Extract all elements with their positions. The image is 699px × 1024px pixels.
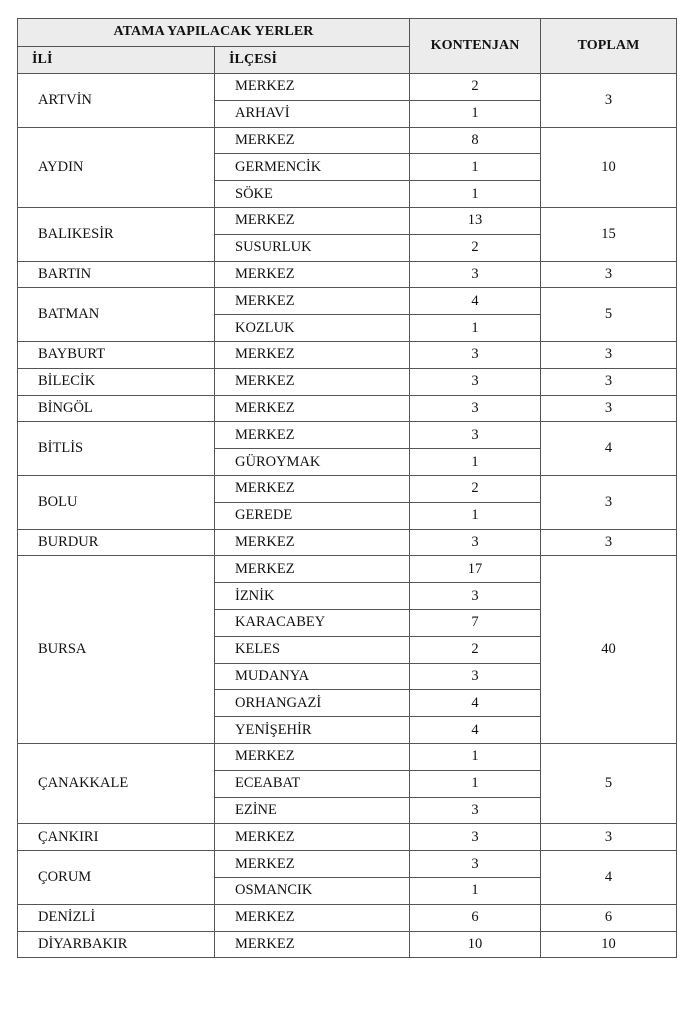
district-cell: GERMENCİK bbox=[215, 154, 410, 181]
district-cell: MERKEZ bbox=[215, 851, 410, 878]
province-cell: BİNGÖL bbox=[18, 395, 215, 422]
province-cell: BATMAN bbox=[18, 288, 215, 342]
quota-cell: 1 bbox=[410, 315, 541, 342]
table-row bbox=[18, 851, 677, 878]
total-cell: 3 bbox=[541, 395, 677, 422]
district-cell: MERKEZ bbox=[215, 904, 410, 931]
table-row bbox=[18, 904, 677, 931]
province-cell: DENİZLİ bbox=[18, 904, 215, 931]
table-row bbox=[18, 422, 677, 449]
table-row bbox=[18, 368, 677, 395]
total-cell: 40 bbox=[541, 556, 677, 744]
header-ilce: İLÇESİ bbox=[215, 46, 410, 74]
total-cell: 6 bbox=[541, 904, 677, 931]
district-cell: MERKEZ bbox=[215, 261, 410, 288]
total-cell: 3 bbox=[541, 824, 677, 851]
province-cell: BURDUR bbox=[18, 529, 215, 556]
district-cell: YENİŞEHİR bbox=[215, 717, 410, 744]
total-cell: 10 bbox=[541, 127, 677, 207]
district-cell: GÜROYMAK bbox=[215, 449, 410, 476]
district-cell: MERKEZ bbox=[215, 743, 410, 770]
district-cell: OSMANCIK bbox=[215, 877, 410, 904]
province-cell: BOLU bbox=[18, 475, 215, 529]
district-cell: ORHANGAZİ bbox=[215, 690, 410, 717]
table-row bbox=[18, 207, 677, 234]
district-cell: GEREDE bbox=[215, 502, 410, 529]
district-cell: MERKEZ bbox=[215, 207, 410, 234]
table-header bbox=[18, 19, 677, 74]
table-body bbox=[18, 74, 677, 958]
district-cell: MERKEZ bbox=[215, 288, 410, 315]
district-cell: ARHAVİ bbox=[215, 100, 410, 127]
quota-cell: 3 bbox=[410, 663, 541, 690]
district-cell: SUSURLUK bbox=[215, 234, 410, 261]
total-cell: 4 bbox=[541, 851, 677, 905]
district-cell: MERKEZ bbox=[215, 824, 410, 851]
quota-cell: 1 bbox=[410, 449, 541, 476]
province-cell: BALIKESİR bbox=[18, 207, 215, 261]
quota-cell: 3 bbox=[410, 395, 541, 422]
quota-cell: 1 bbox=[410, 770, 541, 797]
table-row bbox=[18, 743, 677, 770]
province-cell: ÇANKIRI bbox=[18, 824, 215, 851]
table-row bbox=[18, 529, 677, 556]
district-cell: SÖKE bbox=[215, 181, 410, 208]
total-cell: 3 bbox=[541, 74, 677, 128]
header-row-top bbox=[18, 19, 677, 47]
quota-cell: 3 bbox=[410, 261, 541, 288]
table-row bbox=[18, 395, 677, 422]
district-cell: MUDANYA bbox=[215, 663, 410, 690]
total-cell: 5 bbox=[541, 743, 677, 823]
province-cell: BİTLİS bbox=[18, 422, 215, 476]
district-cell: KOZLUK bbox=[215, 315, 410, 342]
total-cell: 10 bbox=[541, 931, 677, 958]
quota-cell: 1 bbox=[410, 877, 541, 904]
district-cell: KELES bbox=[215, 636, 410, 663]
district-cell: İZNİK bbox=[215, 583, 410, 610]
district-cell: MERKEZ bbox=[215, 341, 410, 368]
district-cell: MERKEZ bbox=[215, 556, 410, 583]
quota-cell: 13 bbox=[410, 207, 541, 234]
province-cell: ÇANAKKALE bbox=[18, 743, 215, 823]
total-cell: 15 bbox=[541, 207, 677, 261]
district-cell: MERKEZ bbox=[215, 475, 410, 502]
quota-cell: 3 bbox=[410, 529, 541, 556]
table-row bbox=[18, 475, 677, 502]
district-cell: MERKEZ bbox=[215, 368, 410, 395]
quota-cell: 8 bbox=[410, 127, 541, 154]
table-row bbox=[18, 288, 677, 315]
district-cell: MERKEZ bbox=[215, 931, 410, 958]
quota-cell: 4 bbox=[410, 288, 541, 315]
province-cell: BARTIN bbox=[18, 261, 215, 288]
table-row bbox=[18, 931, 677, 958]
quota-cell: 2 bbox=[410, 74, 541, 101]
quota-cell: 2 bbox=[410, 475, 541, 502]
header-kontenjan: KONTENJAN bbox=[410, 19, 541, 74]
quota-cell: 4 bbox=[410, 690, 541, 717]
district-cell: MERKEZ bbox=[215, 74, 410, 101]
total-cell: 3 bbox=[541, 475, 677, 529]
district-cell: ECEABAT bbox=[215, 770, 410, 797]
district-cell: MERKEZ bbox=[215, 395, 410, 422]
quota-cell: 3 bbox=[410, 422, 541, 449]
total-cell: 3 bbox=[541, 341, 677, 368]
quota-cell: 10 bbox=[410, 931, 541, 958]
quota-cell: 3 bbox=[410, 824, 541, 851]
quota-cell: 3 bbox=[410, 341, 541, 368]
district-cell: MERKEZ bbox=[215, 529, 410, 556]
quota-cell: 3 bbox=[410, 368, 541, 395]
assignment-table bbox=[17, 18, 677, 958]
header-group-title: ATAMA YAPILACAK YERLER bbox=[18, 19, 410, 47]
district-cell: KARACABEY bbox=[215, 609, 410, 636]
table-row bbox=[18, 341, 677, 368]
header-toplam: TOPLAM bbox=[541, 19, 677, 74]
quota-cell: 3 bbox=[410, 583, 541, 610]
quota-cell: 1 bbox=[410, 502, 541, 529]
district-cell: MERKEZ bbox=[215, 422, 410, 449]
quota-cell: 1 bbox=[410, 100, 541, 127]
province-cell: BİLECİK bbox=[18, 368, 215, 395]
total-cell: 3 bbox=[541, 529, 677, 556]
table-row bbox=[18, 74, 677, 101]
total-cell: 3 bbox=[541, 368, 677, 395]
quota-cell: 3 bbox=[410, 851, 541, 878]
total-cell: 5 bbox=[541, 288, 677, 342]
quota-cell: 2 bbox=[410, 234, 541, 261]
total-cell: 4 bbox=[541, 422, 677, 476]
table-row bbox=[18, 824, 677, 851]
table-row bbox=[18, 556, 677, 583]
quota-cell: 1 bbox=[410, 743, 541, 770]
quota-cell: 1 bbox=[410, 154, 541, 181]
total-cell: 3 bbox=[541, 261, 677, 288]
province-cell: ÇORUM bbox=[18, 851, 215, 905]
quota-cell: 2 bbox=[410, 636, 541, 663]
district-cell: MERKEZ bbox=[215, 127, 410, 154]
district-cell: EZİNE bbox=[215, 797, 410, 824]
quota-cell: 3 bbox=[410, 797, 541, 824]
province-cell: ARTVİN bbox=[18, 74, 215, 128]
province-cell: BAYBURT bbox=[18, 341, 215, 368]
quota-cell: 6 bbox=[410, 904, 541, 931]
quota-cell: 4 bbox=[410, 717, 541, 744]
table-row bbox=[18, 127, 677, 154]
header-il: İLİ bbox=[18, 46, 215, 74]
province-cell: BURSA bbox=[18, 556, 215, 744]
quota-cell: 7 bbox=[410, 609, 541, 636]
province-cell: DİYARBAKIR bbox=[18, 931, 215, 958]
province-cell: AYDIN bbox=[18, 127, 215, 207]
table-row bbox=[18, 261, 677, 288]
quota-cell: 17 bbox=[410, 556, 541, 583]
quota-cell: 1 bbox=[410, 181, 541, 208]
